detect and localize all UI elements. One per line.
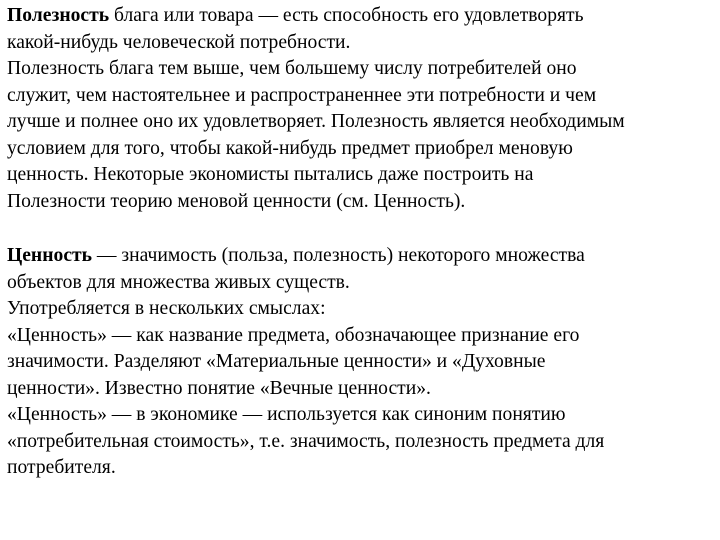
text-line [7,243,715,270]
utility-line-3: служит, чем настоятельнее и распространеннее эти потребности и чем [7,84,597,106]
utility-line-6: ценность. Некоторые экономисты пытались даже построить на [7,164,534,185]
value-line-6: «Ценность» — в экономике — используется как синоним понятию [7,404,566,425]
utility-line-5: условием для того, чтобы какой-нибудь предмет приобрел меновую [7,137,573,159]
value-line-8: потребителя. [7,457,116,478]
utility-line-2: Полезность блага тем выше, чем большему числу потребителей оно [7,58,577,79]
value-line-1: объектов для множества живых существ. [7,271,350,293]
utility-line-4: лучше и полнее оно их удовлетворяет. Полезность является необходимым [7,111,625,132]
value-line-7: «потребительная стоимость», т.е. значимость, полезность предмета для [7,430,605,452]
value-line-4: значимости. Разделяют «Материальные ценности» и «Духовные [7,351,546,372]
text-line [7,3,715,30]
value-term: Ценность [7,245,92,266]
value-line-0: — значимость (польза, полезность) некоторого множества [92,245,585,266]
utility-line-7: Полезности теорию меновой ценности (см. Ценность). [7,190,466,212]
value-definition [7,243,715,482]
utility-definition [7,3,715,215]
value-line-2: Употребляется в нескольких смыслах: [7,298,326,319]
value-line-5: ценности». Известно понятие «Вечные ценности». [7,377,431,399]
value-line-3: «Ценность» — как название предмета, обозначающее признание его [7,324,580,346]
utility-term: Полезность [7,5,110,26]
utility-line-0: блага или товара — есть способность его удовлетворять [109,5,584,26]
utility-line-1: какой-нибудь человеческой потребности. [7,31,351,53]
